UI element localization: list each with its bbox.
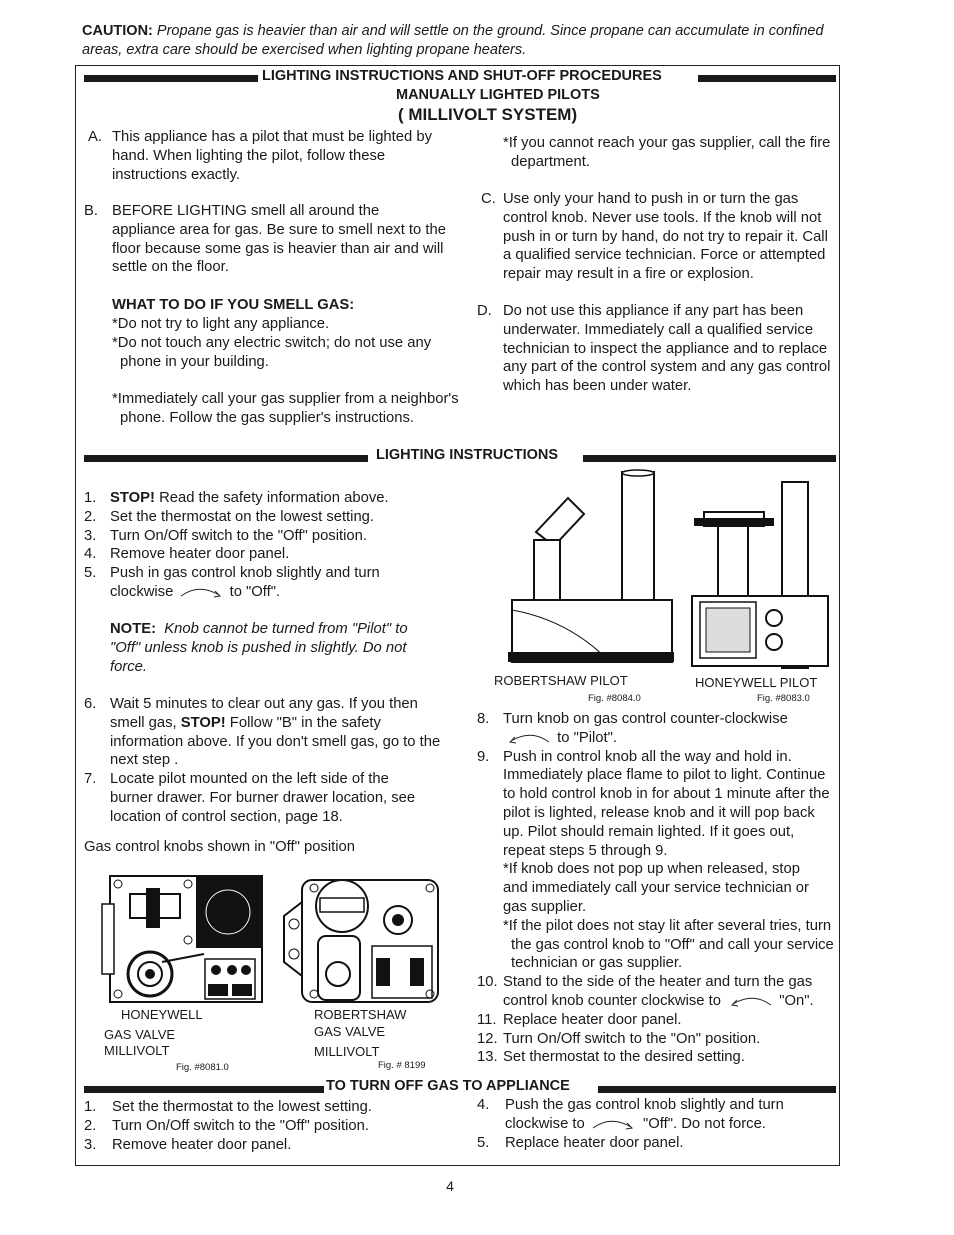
robertshaw-valve-label-2: GAS VALVE: [314, 1024, 386, 1039]
step-1: [84, 489, 464, 508]
lighting-steps-6-7: [84, 695, 454, 827]
step-10-text-b: "On".: [779, 992, 814, 1009]
header-rule-left: [84, 75, 258, 82]
step-8-num: 8.: [477, 711, 490, 727]
lighting-rule-left: [84, 455, 368, 462]
safety-c-text: Use only your hand to push in or turn the gas control knob. Never use tools. If the knob will not push in or turn by hand, do not try to repair it. Call a qualified service technician. Force or attempted repair may result in a fire or explosion.: [503, 191, 828, 283]
caution-text: Propane gas is heavier than air and will settle on the ground. Since propane can accumulate in confined areas, extra care should be exercised when lighting propane heaters.: [82, 23, 824, 58]
safety-d-label: D.: [477, 303, 492, 319]
shutoff-heading: TO TURN OFF GAS TO APPLIANCE: [326, 1078, 570, 1094]
step-9-text: Push in control knob all the way and hold in. Immediately place flame to pilot to light. Continue to hold control knob in for about 1 minute after the pilot is lighted, release knob and it will pop back up. Pilot should remain lighted. If it goes out, repeat steps 5 through 9.: [503, 748, 830, 859]
shutoff-2-num: 2.: [84, 1117, 97, 1134]
robertshaw-valve-fig: Fig. # 8199: [378, 1060, 426, 1071]
safety-d-text: Do not use this appliance if any part has been underwater. Immediately call a qualified service technician to inspect the appliance and to replace any part of the control system and any gas control which has been under water.: [503, 303, 831, 395]
safety-b-text: BEFORE LIGHTING smell all around the appliance area for gas. Be sure to smell next to the floor because some gas is heavier than air and will settle on the floor.: [112, 203, 446, 276]
header-system: ( MILLIVOLT SYSTEM): [398, 105, 578, 124]
header-rule-right: [698, 75, 836, 82]
step-1-stop: STOP!: [110, 490, 155, 506]
shutoff-2-text: Turn On/Off switch to the "Off" position.: [112, 1117, 369, 1134]
step-2-text: Set the thermostat on the lowest setting.: [110, 508, 375, 525]
step-12-num: 12.: [477, 1030, 498, 1047]
header-subtitle: MANUALLY LIGHTED PILOTS: [396, 87, 600, 103]
note-text: Knob cannot be turned from "Pilot" to "Off" unless knob is pushed in slightly. Do not force.: [110, 621, 408, 675]
counterclockwise-arrow-icon: [503, 731, 553, 745]
step-9-note-2: *If the pilot does not stay lit after several tries, turn the gas control knob to "Off" and call your service technician or gas supplier.: [503, 917, 834, 972]
shutoff-steps-left: [84, 1098, 464, 1154]
shutoff-rule-right: [598, 1086, 836, 1093]
robertshaw-valve-label-3: MILLIVOLT: [314, 1044, 380, 1059]
caution-label: CAUTION:: [82, 23, 153, 39]
shutoff-step-3: [84, 1136, 464, 1155]
honeywell-valve-label-1: HONEYWELL: [121, 1007, 203, 1022]
step-8-text-b: to "Pilot".: [557, 729, 617, 746]
shutoff-step-2: [84, 1117, 464, 1136]
step-10-text-a: Stand to the side of the heater and turn the gas control knob counter clockwise to: [503, 974, 813, 1009]
note: [110, 620, 440, 676]
lighting-steps-8-13: [477, 710, 837, 1067]
safety-d: [477, 302, 837, 396]
step-6-stop: STOP!: [180, 714, 226, 731]
step-9-note-1: *If knob does not pop up when released, stop and immediately call your service technician or gas supplier.: [503, 861, 809, 915]
step-12-text: Turn On/Off switch to the "On" position.: [503, 1030, 761, 1047]
clockwise-arrow-icon: [589, 1117, 639, 1131]
safety-b: [84, 202, 456, 277]
step-3-num: 3.: [84, 527, 97, 544]
step-5-num: 5.: [84, 565, 97, 582]
honeywell-gas-valve-figure: [100, 874, 265, 1004]
step-11-num: 11.: [477, 1011, 497, 1028]
shutoff-3-text: Remove heater door panel.: [112, 1136, 292, 1153]
safety-a-label: A.: [88, 129, 102, 145]
safety-a: [88, 128, 460, 184]
step-12: [477, 1030, 837, 1049]
shutoff-step-1: [84, 1098, 464, 1117]
step-10-num: 10.: [477, 974, 498, 991]
step-3: [84, 527, 464, 546]
page-number: 4: [446, 1178, 454, 1194]
robertshaw-pilot-label: ROBERTSHAW PILOT: [494, 673, 628, 688]
step-2-num: 2.: [84, 508, 97, 525]
safety-c-label: C.: [481, 191, 496, 207]
shutoff-4-text-a: Push the gas control knob slightly and turn clockwise to: [505, 1097, 784, 1132]
header-title: LIGHTING INSTRUCTIONS AND SHUT-OFF PROCEDURES: [262, 68, 662, 84]
caution-note: [82, 22, 842, 60]
shutoff-4-text-b: "Off". Do not force.: [643, 1115, 766, 1132]
step-8: [477, 710, 837, 748]
step-4-num: 4.: [84, 546, 97, 563]
shutoff-step-4: [477, 1096, 837, 1134]
step-9: [477, 748, 837, 861]
step-5-text-a: Push in gas control knob slightly and turn clockwise: [110, 565, 380, 600]
step-4: [84, 545, 464, 564]
step-5: [84, 564, 464, 602]
safety-a-text: This appliance has a pilot that must be lighted by hand. When lighting the pilot, follow these instructions exactly.: [112, 129, 432, 183]
knobs-caption: Gas control knobs shown in "Off" position: [84, 839, 355, 855]
lighting-rule-right: [583, 455, 836, 462]
shutoff-step-5: [477, 1134, 837, 1153]
counterclockwise-arrow-icon: [725, 994, 775, 1008]
clockwise-arrow-icon: [177, 585, 225, 599]
shutoff-1-text: Set the thermostat to the lowest setting.: [112, 1099, 372, 1115]
shutoff-5-num: 5.: [477, 1134, 490, 1151]
honeywell-pilot-figure: [690, 478, 830, 668]
smell-1: *Do not try to light any appliance.: [112, 316, 330, 332]
lighting-heading: LIGHTING INSTRUCTIONS: [376, 447, 559, 463]
step-6-text-a: Wait 5 minutes to clear out any gas. If you then smell gas,: [110, 696, 418, 731]
honeywell-pilot-label: HONEYWELL PILOT: [695, 675, 818, 690]
honeywell-pilot-fig: Fig. #8083.0: [757, 693, 810, 704]
lighting-steps-1-5: [84, 489, 464, 602]
step-1-text: Read the safety information above.: [154, 490, 389, 506]
robertshaw-gas-valve-figure: [280, 876, 440, 1006]
smell-2: *Do not touch any electric switch; do not use any phone in your building.: [112, 335, 432, 370]
robertshaw-valve-label-1: ROBERTSHAW: [314, 1007, 407, 1022]
step-7-text: Locate pilot mounted on the left side of the burner drawer. For burner drawer location, see location of control section, page 18.: [110, 771, 416, 825]
shutoff-3-num: 3.: [84, 1136, 97, 1153]
step-11: [477, 1011, 837, 1030]
step-13: [477, 1048, 837, 1067]
step-4-text: Remove heater door panel.: [110, 546, 290, 563]
step-6-num: 6.: [84, 696, 97, 712]
step-3-text: Turn On/Off switch to the "Off" position.: [110, 527, 367, 544]
shutoff-steps-right: [477, 1096, 837, 1152]
safety-b-label: B.: [84, 203, 98, 219]
step-7-num: 7.: [84, 771, 97, 788]
safety-c: [481, 190, 837, 284]
shutoff-4-num: 4.: [477, 1097, 490, 1113]
shutoff-rule-left: [84, 1086, 324, 1093]
step-13-text: Set thermostat to the desired setting.: [503, 1049, 745, 1066]
robertshaw-pilot-figure: [508, 470, 674, 668]
shutoff-5-text: Replace heater door panel.: [505, 1134, 684, 1151]
step-6: [84, 695, 454, 770]
shutoff-1-num: 1.: [84, 1099, 97, 1115]
step-5-text-b: to "Off".: [229, 583, 281, 600]
robertshaw-pilot-fig: Fig. #8084.0: [588, 693, 641, 704]
honeywell-valve-label-3: MILLIVOLT: [104, 1043, 170, 1058]
step-7: [84, 770, 454, 826]
step-9-num: 9.: [477, 748, 490, 765]
smell-4: *If you cannot reach your gas supplier, call the fire department.: [503, 135, 831, 170]
step-2: [84, 508, 464, 527]
step-11-text: Replace heater door panel.: [503, 1011, 682, 1028]
step-13-num: 13.: [477, 1049, 498, 1066]
step-1-num: 1.: [84, 490, 97, 506]
honeywell-valve-fig: Fig. #8081.0: [176, 1062, 229, 1073]
note-label: NOTE:: [110, 621, 157, 637]
smell-heading: WHAT TO DO IF YOU SMELL GAS:: [112, 297, 355, 313]
step-6-text-b: Follow "B" in the safety information above. If you don't smell gas, go to the next step .: [110, 714, 441, 769]
honeywell-valve-label-2: GAS VALVE: [104, 1027, 176, 1042]
step-10: [477, 973, 837, 1011]
step-8-text-a: Turn knob on gas control counter-clockwise: [503, 711, 788, 727]
smell-3: *Immediately call your gas supplier from a neighbor's phone. Follow the gas supplier's instructions.: [112, 391, 459, 426]
